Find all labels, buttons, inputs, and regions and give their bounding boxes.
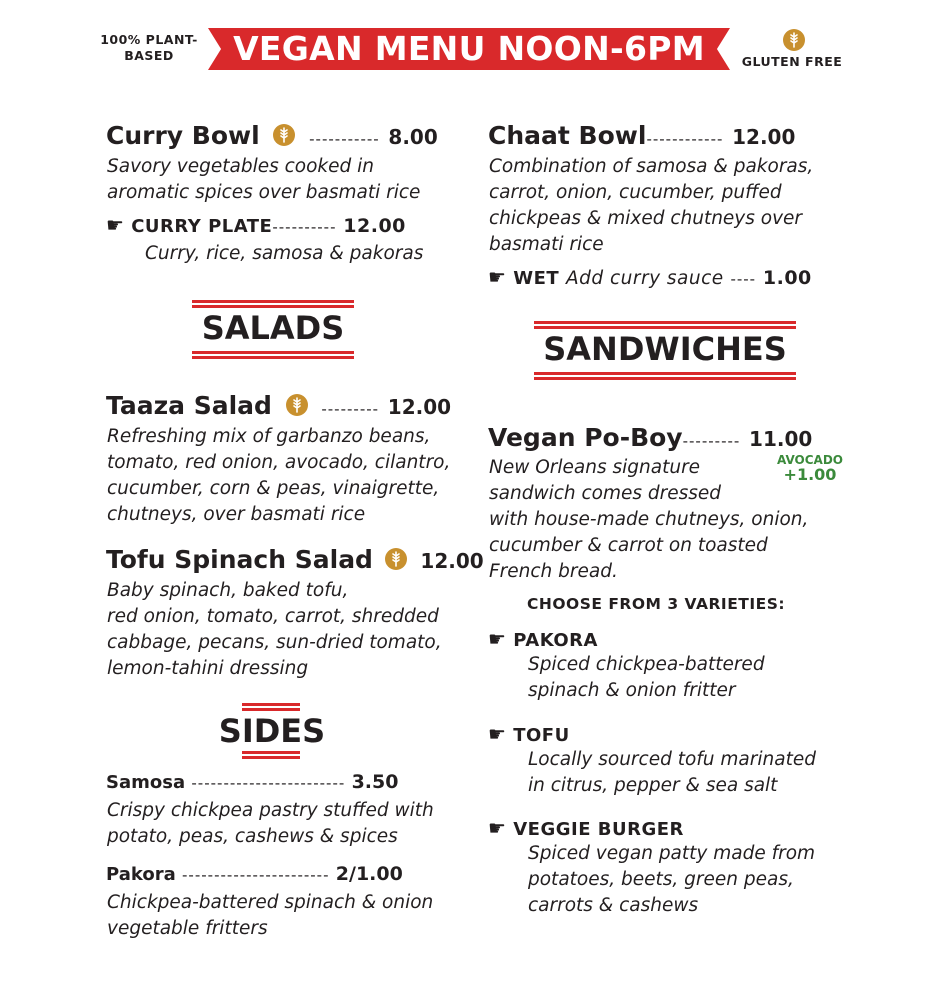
salads-heading: [192, 300, 354, 356]
desc-line: Spiced vegan patty made from: [528, 843, 816, 864]
po-boy-price: 11.00: [749, 427, 813, 451]
desc-line: Locally sourced tofu marinated: [528, 749, 816, 770]
curry-plate-description: Curry, rice, samosa & pakoras: [145, 243, 424, 264]
desc-line: chickpeas & mixed chutneys over: [489, 208, 803, 229]
price-leader: ----------: [272, 218, 337, 236]
samosa-title: [106, 770, 398, 795]
price-leader: ----: [730, 270, 757, 288]
price-leader: ------------: [646, 130, 724, 148]
curry-bowl-name: Curry Bowl: [106, 121, 260, 150]
pointing-hand-icon: ☛: [106, 213, 125, 237]
wet-description: Add curry sauce: [565, 268, 724, 289]
pointing-hand-icon: ☛: [488, 627, 507, 651]
desc-line: red onion, tomato, carrot, shredded: [107, 606, 439, 627]
sandwiches-heading-label: SANDWICHES: [543, 330, 787, 368]
taaza-salad-title: [106, 391, 451, 424]
desc-line: chutneys, over basmati rice: [107, 504, 366, 525]
desc-line: Baby spinach, baked tofu,: [107, 580, 349, 601]
wet-price: 1.00: [762, 267, 812, 289]
desc-line: basmati rice: [489, 234, 604, 255]
pointing-hand-icon: ☛: [488, 816, 507, 840]
menu-banner-title: VEGAN MENU NOON-6PM: [233, 29, 705, 68]
sides-heading-label-wrap: [212, 708, 332, 754]
desc-line: carrot, onion, cucumber, puffed: [489, 182, 782, 203]
pointing-hand-icon: ☛: [488, 265, 507, 289]
curry-bowl-price: 8.00: [388, 125, 438, 149]
po-boy-title: [488, 423, 812, 456]
variety-veggie-burger-title: [488, 815, 684, 843]
salads-heading-label: SALADS: [201, 309, 345, 347]
desc-line: lemon-tahini dressing: [107, 658, 309, 679]
pakora-side-price: 2/1.00: [335, 863, 403, 885]
pakora-side-name: Pakora: [106, 864, 176, 885]
desc-line: carrots & cashews: [528, 895, 699, 916]
samosa-name: Samosa: [106, 772, 186, 793]
taaza-salad-name: Taaza Salad: [106, 391, 272, 420]
variety-pakora-description: [528, 652, 765, 704]
desc-line: French bread.: [489, 561, 618, 582]
wheat-icon: [285, 393, 309, 417]
desc-line: in citrus, pepper & sea salt: [528, 775, 778, 796]
desc-line: cucumber & carrot on toasted: [489, 535, 768, 556]
heading-rule: [242, 751, 300, 756]
curry-bowl-title: [106, 121, 438, 154]
po-boy-name: Vegan Po-Boy: [488, 423, 683, 452]
heading-rule: [192, 351, 354, 356]
chaat-bowl-price: 12.00: [732, 125, 796, 149]
curry-bowl-description: [107, 154, 420, 206]
desc-line: tomato, red onion, avocado, cilantro,: [107, 452, 451, 473]
curry-plate-title: [106, 212, 406, 240]
pakora-side-title: [106, 862, 403, 887]
variety-tofu-title: [488, 721, 570, 749]
taaza-salad-description: [107, 424, 450, 528]
price-leader: ------------------------: [191, 774, 346, 792]
desc-line: Crispy chickpea pastry stuffed with: [107, 800, 434, 821]
curry-plate-price: 12.00: [343, 215, 406, 237]
wet-addon-title: [488, 264, 812, 292]
desc-line: cucumber, corn & peas, vinaigrette,: [107, 478, 440, 499]
desc-line: sandwich comes dressed: [489, 483, 722, 504]
chaat-bowl-name: Chaat Bowl: [488, 121, 647, 150]
price-leader: -----------: [309, 130, 380, 148]
heading-rule: [534, 372, 796, 377]
desc-line: vegetable fritters: [107, 918, 268, 939]
desc-line: potatoes, beets, green peas,: [528, 869, 794, 890]
desc-line: Chickpea-battered spinach & onion: [107, 892, 434, 913]
price-leader: -----------------------: [182, 866, 330, 884]
desc-line: Spiced chickpea-battered: [528, 654, 765, 675]
avocado-label: AVOCADO: [776, 453, 843, 467]
wet-name: WET: [513, 268, 560, 289]
chaat-bowl-title: [488, 121, 795, 154]
chaat-bowl-description: [489, 154, 813, 258]
variety-name: TOFU: [513, 725, 570, 746]
taaza-salad-price: 12.00: [387, 395, 452, 419]
desc-line: potato, peas, cashews & spices: [107, 826, 398, 847]
samosa-price: 3.50: [351, 771, 399, 793]
sides-heading-label: SIDES: [218, 712, 326, 750]
price-leader: ---------: [321, 400, 380, 418]
tofu-spinach-salad-name: Tofu Spinach Salad: [106, 545, 373, 574]
variety-veggie-burger-description: [528, 841, 815, 919]
desc-line: with house-made chutneys, onion,: [489, 509, 809, 530]
variety-name: VEGGIE BURGER: [513, 819, 684, 840]
tofu-spinach-salad-price: 12.00: [420, 549, 484, 573]
desc-line: cabbage, pecans, sun-dried tomato,: [107, 632, 442, 653]
variety-name: PAKORA: [513, 630, 598, 651]
desc-line: Refreshing mix of garbanzo beans,: [107, 426, 431, 447]
variety-tofu-description: [528, 747, 816, 799]
pointing-hand-icon: ☛: [488, 722, 507, 746]
samosa-description: [107, 798, 434, 850]
avocado-price: +1.00: [783, 465, 837, 484]
po-boy-description: [489, 455, 808, 585]
pakora-side-description: [107, 890, 433, 942]
sides-heading-rule-bottom: [242, 751, 300, 756]
variety-pakora-title: [488, 626, 598, 654]
wheat-icon: [782, 28, 806, 52]
tofu-spinach-salad-title: [106, 545, 484, 576]
tofu-spinach-salad-description: [107, 578, 442, 682]
desc-line: Savory vegetables cooked in: [107, 156, 375, 177]
curry-plate-name: CURRY PLATE: [131, 216, 273, 237]
gluten-free-label: GLUTEN FREE: [741, 54, 843, 69]
wheat-icon: [272, 123, 296, 147]
plant-based-label: 100% PLANT-BASED: [100, 32, 198, 63]
choose-varieties-label: CHOOSE FROM 3 VARIETIES:: [527, 595, 786, 613]
desc-line: aromatic spices over basmati rice: [107, 182, 421, 203]
desc-line: spinach & onion fritter: [528, 680, 736, 701]
price-leader: ---------: [682, 432, 741, 450]
wheat-icon: [384, 547, 408, 571]
desc-line: Combination of samosa & pakoras,: [489, 156, 814, 177]
desc-line: New Orleans signature: [489, 457, 701, 478]
sandwiches-heading: [534, 321, 796, 377]
